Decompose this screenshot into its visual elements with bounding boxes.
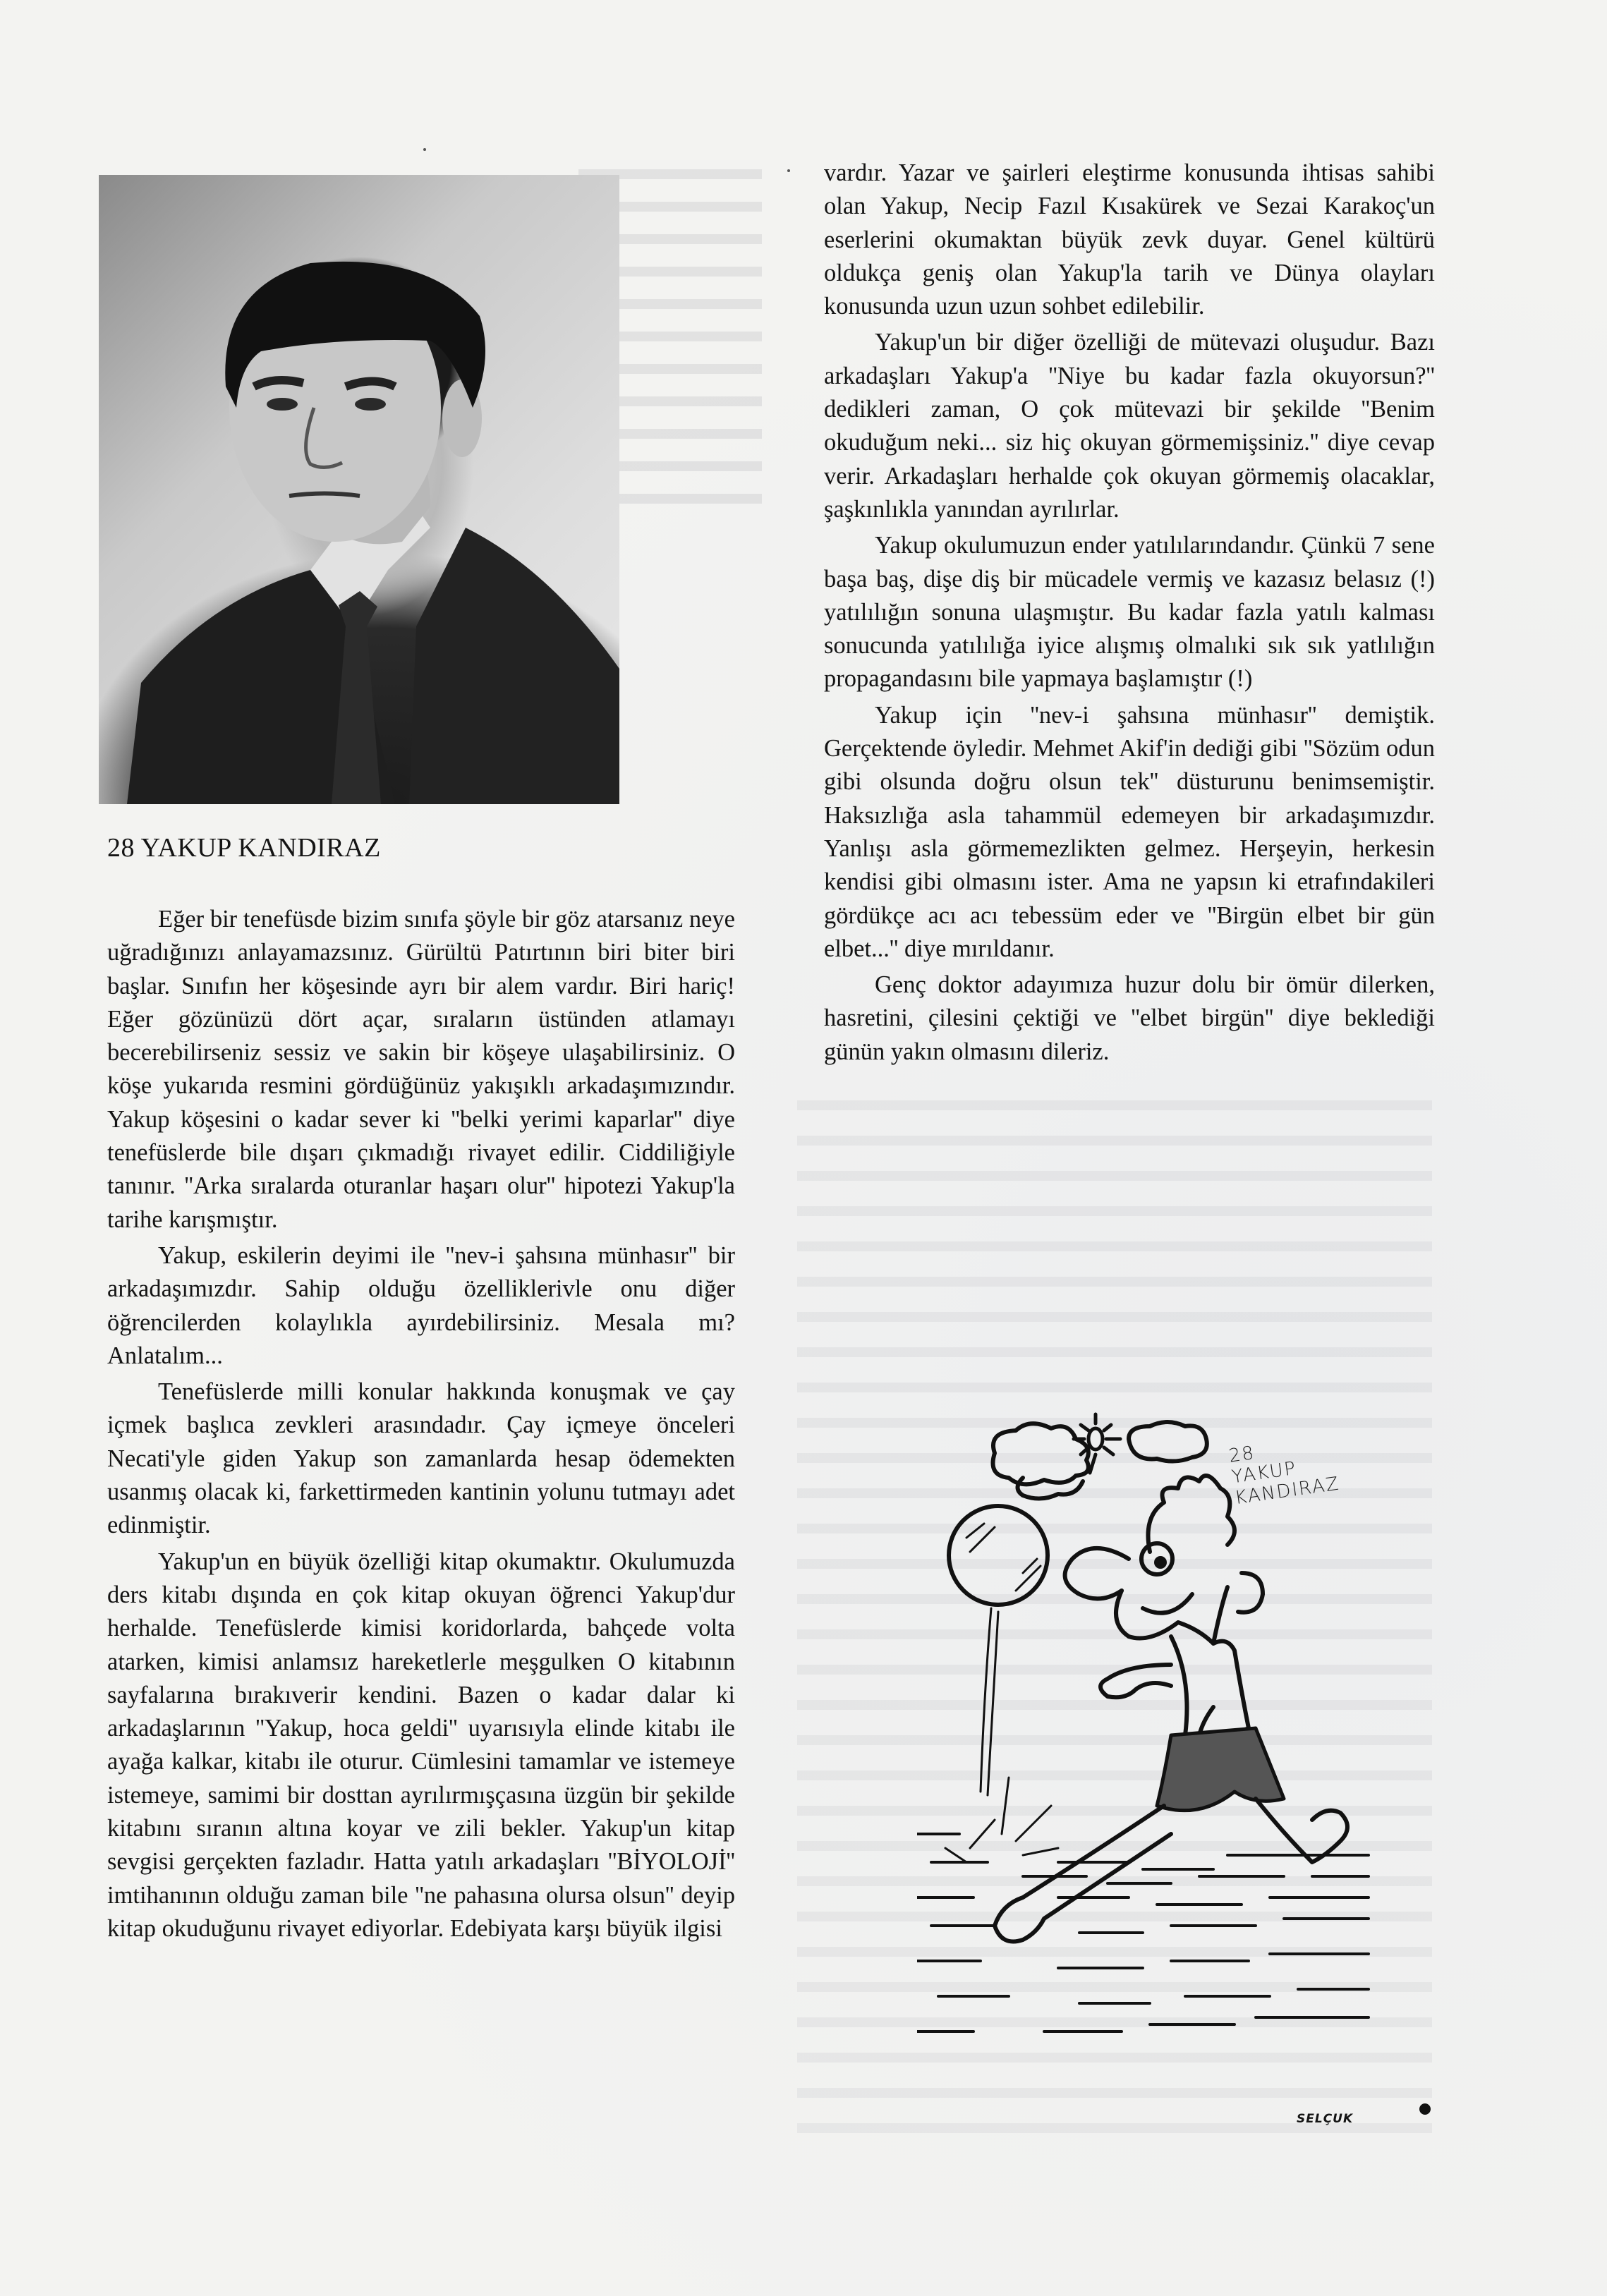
handwritten-note: 28 YAKUP KANDIRAZ [1227,1442,1342,1510]
paragraph: Genç doktor adayımıza huzur dolu bir ömür dilerken, hasretini, çilesini çektiği ve ''elbet birgün'' diye beklediği günün yakın olmasını dileriz. [824,971,1435,1065]
portrait-illustration [99,175,619,804]
ball-icon [949,1506,1048,1605]
right-text-column [824,157,1435,1069]
paragraph-continued: vardır. Yazar ve şairleri eleştirme konusunda ihtisas sahibi olan Yakup, Necip Fazıl Kısakürek ve Sezai Karakoç'un eserlerini okumaktan büyük zevk duyar. Genel kültürü oldukça geniş olan Yakup'la tarih ve Dünya olayları konusunda uzun uzun sohbet edilebilir. [824,159,1435,320]
cartoon-drawing [917,1411,1467,2144]
portrait-photo [99,175,619,804]
left-text-column [107,903,735,1945]
student-heading: 28 YAKUP KANDIRAZ [107,833,381,863]
cloud-icon [1129,1422,1207,1462]
paragraph: Yakup için ''nev-i şahsına münhasır'' demiştik. Gerçektende öyledir. Mehmet Akif'in dediği gibi ''Sözüm odun gibi olsunda doğru olsun tek'' düsturunu benimsemiştir. Haksızlığa asla tahammül edemeyen bir arkadaşımızdır. Yanlışı asla görmemezlikten gelmez. Herşeyin, herkesin kendisi gibi olmasını ister. Ama ne yapsın ki etrafındakileri gördükçe acı acı tebessüm eder ve ''Birgün elbet bir gün elbet...'' diye mırıldanır. [824,701,1435,962]
paragraph: Yakup'un bir diğer özelliği de mütevazi oluşudur. Bazı arkadaşları Yakup'a ''Niye bu kadar fazla okuyorsun?'' dedikleri zaman, O çok mütevazi bir şekilde ''Benim okuduğum neki... siz hiç okuyan görmemişsiniz.'' diye cevap verir. Arkadaşları herhalde çok okuyan görmemiş olacaklar, şaşkınlıkla yanından ayrılırlar. [824,329,1435,523]
paragraph: Eğer bir tenefüsde bizim sınıfa şöyle bir göz atarsanız neye uğradığınızı anlayamazsınız. Gürültü Patırtının biri biter biri başlar. Sınıfın her köşesinde ayrı bir alem vardır. Biri hariç! Eğer gözünüzü dört açar, sıraların üstünden atlamayı becerebilirseniz sessiz ve sakin bir köşeye ulaşabilirsiniz. O köşe yukarıda resmini gördüğünüz yakışıklı arkadaşımızındır. Yakup köşesini o kadar sever ki ''belki yerimi kaparlar'' diye tenefüslerde bile dışarı çıkmadığı rivayet edilir. Ciddiliğiyle tanınır. ''Arka sıralarda oturanlar haşarı olur'' hipotezi Yakup'la tarihe karışmıştır. [107,906,735,1233]
paragraph: Yakup okulumuzun ender yatılılarındandır. Çünkü 7 sene başa baş, dişe diş bir mücadele vermiş ve kazasız belasız (!) yatılılığın sonuna ulaşmıştır. Bu kadar fazla yatılı kalması sonucunda yatılılığa iyice alışmış olmalıki sık sık yatlılığın propagandasını bile yapmaya başlamıştır (!) [824,532,1435,693]
scan-speck [787,169,790,172]
artist-signature: SELÇUK [1297,2112,1354,2126]
cartoon-illustration [917,1411,1467,2144]
scan-speck [423,148,426,151]
cloud-icon [993,1423,1088,1498]
paragraph: Tenefüslerde milli konular hakkında konuşmak ve çay içmek başlıca zevkleri arasındadır. Çay içmeye önceleri Necati'yle giden Yakup son zamanlarda hesap ödemekten usanmış olacak ki, farkettirmeden kantinin yolunu tutmayı adet edinmiştir. [107,1378,735,1539]
paragraph: Yakup, eskilerin deyimi ile ''nev-i şahsına münhasır'' bir arkadaşımızdır. Sahip olduğu özelliklerivle onu diğer öğrencilerden kolaylıkla ayırdebilirsiniz. Mesala mı? Anlatalım... [107,1241,735,1369]
paragraph: Yakup'un en büyük özelliği kitap okumaktır. Okulumuzda ders kitabı dışında en çok kitap okuyan öğrenci Yakup'dur herhalde. Tenefüslerde kimisi koridorlarda, bahçede volta atarken, kimisi anlamsız hareketlerle meşgulken O kitabının sayfalarına bırakıverir kendini. Bazen o kadar dalar ki arkadaşlarının ''Yakup, hoca geldi'' uyarısıyla elinde kitabı ile ayağa kalkar, kitabı ile oturur. Cümlesini tamamlar ve istemeye istemeye, samimi bir dosttan ayrılırmışçasına üzgün bir şekilde kitabını sıranın altına koyar ve zili bekler. Yakup'un kitap sevgisi gerçekten fazladır. Hatta yatılı arkadaşları ''BİYOLOJİ'' imtihanının olduğu zaman bile ''ne pahasına olursa olsun'' deyip kitap okuduğunu rivayet ediyorlar. Edebiyata karşı büyük ilgisi [107,1548,735,1942]
